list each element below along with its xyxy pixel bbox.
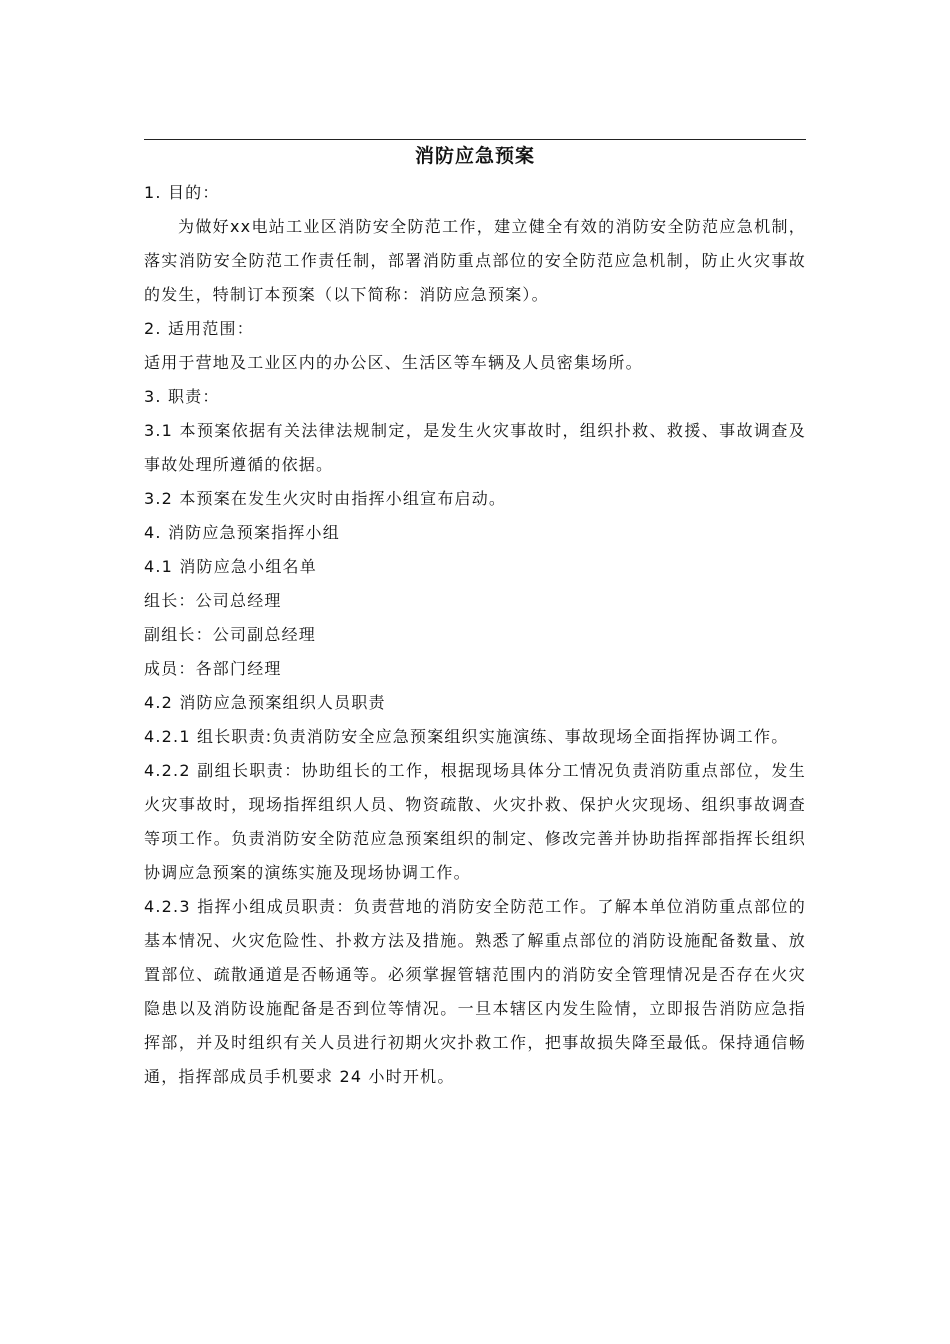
document-title: 消防应急预案 [414,145,535,167]
duties-paragraph-4-2-3: 4.2.3 指挥小组成员职责：负责营地的消防安全防范工作。了解本单位消防重点部位的基本情况、火灾危险性、扑救方法及措施。熟悉了解重点部位的消防设施配备数量、放置部位、疏散通道是否畅通等。必须掌握管辖范围内的消防安全管理情况是否存在火灾隐患以及消防设施配备是否到位等情况。一旦本辖区内发生险情，立即报告消防应急指挥部，并及时组织有关人员进行初期火灾扑救工作，把事故损失降至最低。保持通信畅通，指挥部成员手机要求 24 小时开机。 [144,897,806,1086]
section-heading-purpose: 1. 目的： [144,183,220,202]
header-rule [144,139,806,140]
duties-paragraph-3-1: 3.1 本预案依据有关法律法规制定，是发生火灾事故时，组织扑救、救援、事故调查及事故处理所遵循的依据。 [144,421,806,474]
duties-paragraph-4-2-2: 4.2.2 副组长职责：协助组长的工作，根据现场具体分工情况负责消防重点部位，发生火灾事故时，现场指挥组织人员、物资疏散、火灾扑救、保护火灾现场、组织事故调查等项工作。负责消防安全防范应急预案组织的制定、修改完善并协助指挥部指挥长组织协调应急预案的演练实施及现场协调工作。 [144,761,806,882]
member-leader: 组长：公司总经理 [144,591,282,610]
section-heading-command-group: 4. 消防应急预案指挥小组 [144,523,340,542]
scope-paragraph: 适用于营地及工业区内的办公区、生活区等车辆及人员密集场所。 [144,353,643,372]
section-heading-scope: 2. 适用范围： [144,319,254,338]
section-heading-duties: 3. 职责： [144,387,220,406]
subheading-4-1: 4.1 消防应急小组名单 [144,557,317,576]
purpose-paragraph: 为做好xx电站工业区消防安全防范工作，建立健全有效的消防安全防范应急机制，落实消防安全防范工作责任制，部署消防重点部位的安全防范应急机制，防止火灾事故的发生，特制订本预案（以下简称：消防应急预案）。 [144,217,806,304]
member-deputy-leader: 副组长：公司副总经理 [144,625,317,644]
duties-paragraph-4-2-1: 4.2.1 组长职责:负责消防安全应急预案组织实施演练、事故现场全面指挥协调工作。 [144,727,789,746]
member-members: 成员：各部门经理 [144,659,282,678]
subheading-4-2: 4.2 消防应急预案组织人员职责 [144,693,386,712]
duties-paragraph-3-2: 3.2 本预案在发生火灾时由指挥小组宣布启动。 [144,489,507,508]
document-body [144,176,806,1094]
